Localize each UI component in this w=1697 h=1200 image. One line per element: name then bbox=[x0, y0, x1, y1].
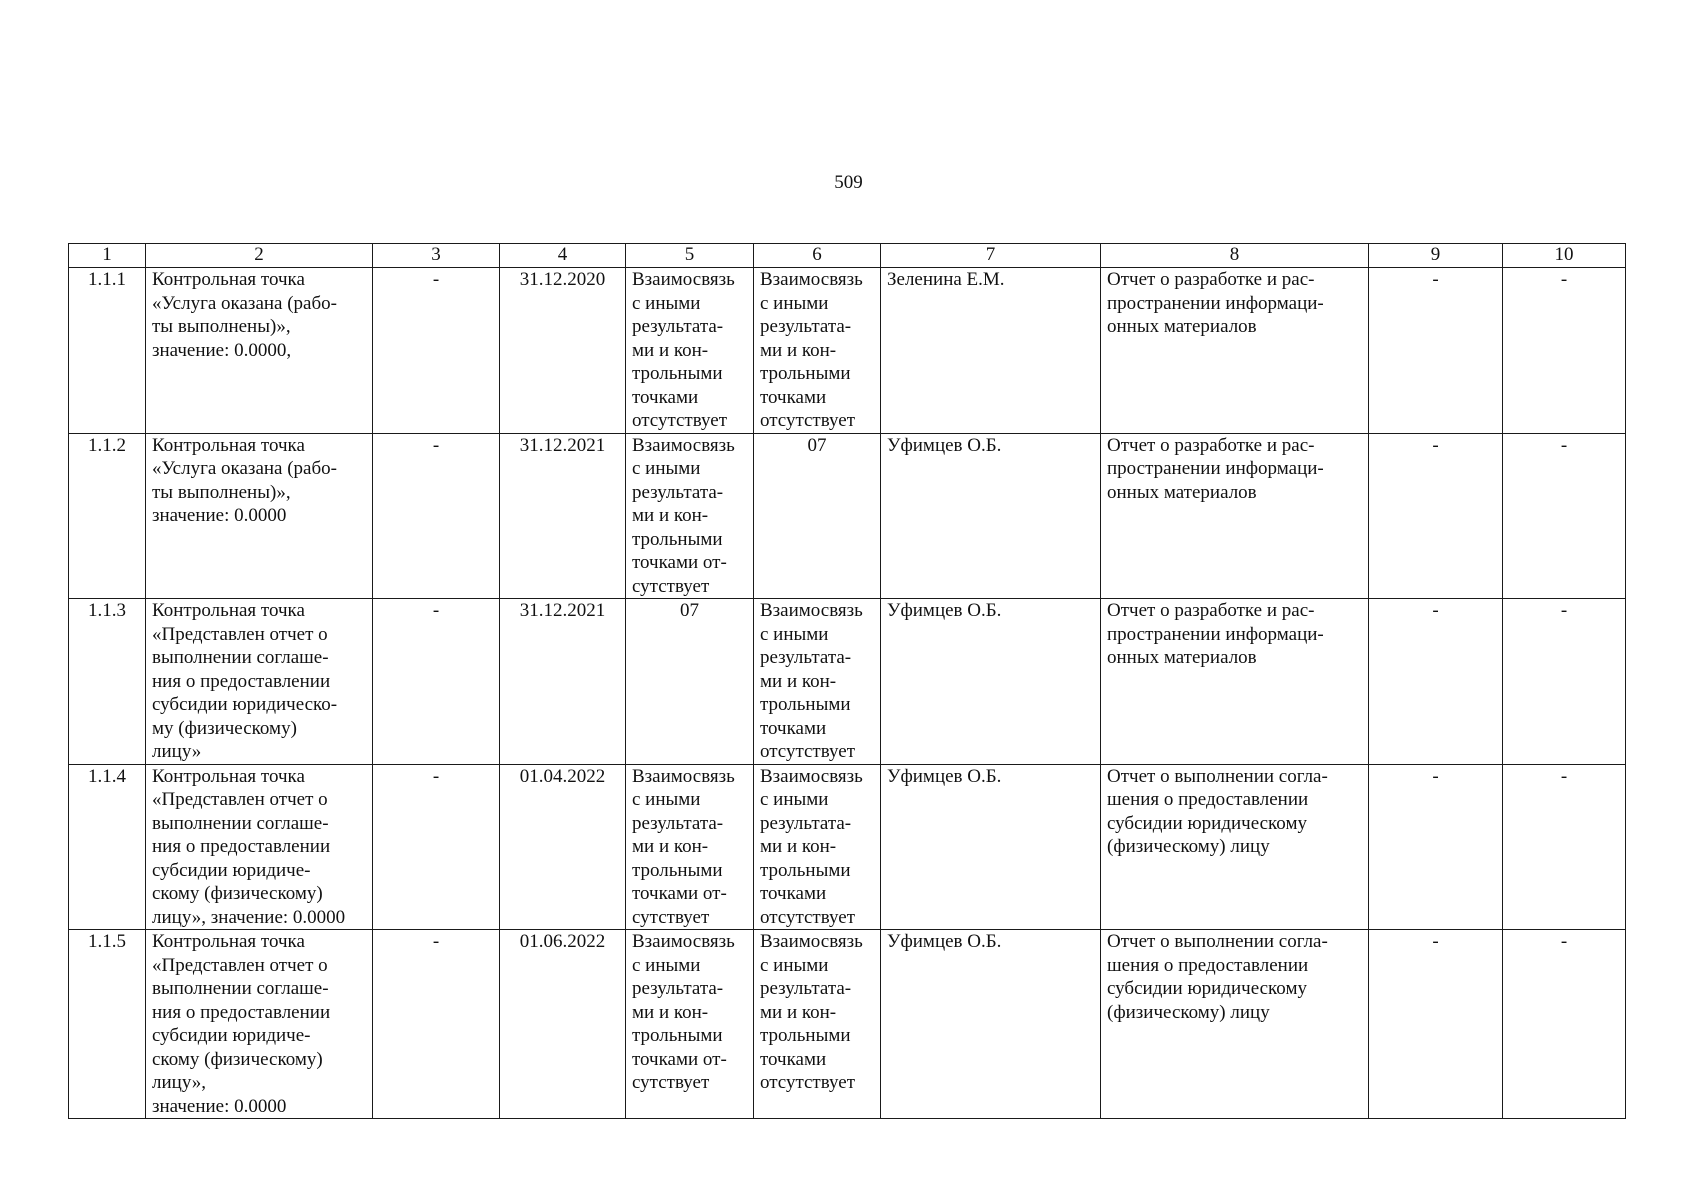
control-point-name-cell-line: ния о предоставлении bbox=[152, 670, 331, 692]
dependency-cell-6 bbox=[754, 268, 881, 434]
due-date-cell: 31.12.2021 bbox=[500, 599, 626, 765]
control-point-name-cell bbox=[146, 764, 373, 930]
dependency-cell-6-line: отсутствует bbox=[760, 741, 856, 762]
control-point-name-cell-line: ния о предоставлении bbox=[152, 836, 331, 857]
result-document-cell-line: субсидии юридическому bbox=[1107, 812, 1307, 834]
dependency-cell-6-line: точками bbox=[760, 386, 827, 408]
control-point-name-cell-line: выполнении соглаше- bbox=[152, 647, 329, 668]
dependency-cell-6-line: с иными bbox=[760, 292, 829, 314]
responsible-cell: Уфимцев О.Б. bbox=[881, 599, 1101, 765]
dependency-cell-6 bbox=[754, 599, 881, 765]
dependency-cell-6-line: Взаимосвязь bbox=[760, 600, 863, 621]
dependency-cell-5 bbox=[626, 433, 754, 599]
dependency-cell-5-line: точками от- bbox=[632, 1048, 727, 1070]
control-point-name-cell bbox=[146, 433, 373, 599]
control-point-name-cell-line: субсидии юридиче- bbox=[152, 1025, 311, 1046]
dependency-cell-5 bbox=[626, 599, 754, 765]
column-3-cell: - bbox=[373, 599, 500, 765]
control-point-name-cell-line: ты выполнены)», bbox=[152, 316, 291, 337]
dependency-cell-5-line: ми и кон- bbox=[632, 339, 709, 361]
dependency-cell-6-line: с иными bbox=[760, 789, 829, 810]
dependency-cell-6-line: Взаимосвязь bbox=[760, 765, 863, 787]
control-point-name-cell-line: выполнении соглаше- bbox=[152, 978, 329, 999]
control-point-name-cell-line: Контрольная точка bbox=[152, 765, 305, 787]
control-point-name-cell-line: лицу», bbox=[152, 1072, 207, 1093]
result-document-cell-line: Отчет о выполнении согла- bbox=[1107, 931, 1328, 952]
dependency-cell-6 bbox=[754, 433, 881, 599]
responsible-cell: Уфимцев О.Б. bbox=[881, 930, 1101, 1119]
column-10-cell: - bbox=[1503, 599, 1626, 765]
result-document-cell-line: пространении информаци- bbox=[1107, 292, 1324, 314]
dependency-cell-6 bbox=[754, 930, 881, 1119]
result-document-cell bbox=[1101, 930, 1369, 1119]
dependency-cell-6-line: ми и кон- bbox=[760, 1001, 837, 1023]
control-point-name-cell-line: ты выполнены)», bbox=[152, 481, 291, 503]
dependency-cell-6-line: точками bbox=[760, 883, 827, 904]
dependency-cell-5-line: сутствует bbox=[632, 906, 710, 928]
dependency-cell-5-line: Взаимосвязь bbox=[632, 765, 735, 787]
dependency-cell-5 bbox=[626, 930, 754, 1119]
dependency-cell-6-line: ми и кон- bbox=[760, 339, 837, 361]
column-3-cell: - bbox=[373, 433, 500, 599]
table-row bbox=[69, 268, 1626, 434]
result-document-cell-line: Отчет о разработке и рас- bbox=[1107, 434, 1315, 456]
column-3-cell: - bbox=[373, 268, 500, 434]
result-document-cell-line: шения о предоставлении bbox=[1107, 789, 1309, 810]
column-3-cell: - bbox=[373, 764, 500, 930]
column-10-cell: - bbox=[1503, 764, 1626, 930]
column-9-cell: - bbox=[1369, 268, 1503, 434]
control-point-name-cell-line: скому (физическому) bbox=[152, 1048, 323, 1070]
due-date-cell: 31.12.2021 bbox=[500, 433, 626, 599]
control-point-name-cell-line: субсидии юридиче- bbox=[152, 859, 311, 881]
column-number: 7 bbox=[881, 244, 1101, 268]
due-date-cell: 01.04.2022 bbox=[500, 764, 626, 930]
row-number-cell: 1.1.1 bbox=[69, 268, 146, 434]
table-body bbox=[69, 244, 1626, 1119]
dependency-cell-5-line: Взаимосвязь bbox=[632, 269, 735, 290]
control-point-name-cell-line: Контрольная точка bbox=[152, 269, 305, 290]
dependency-cell-6-line: Взаимосвязь bbox=[760, 269, 863, 290]
due-date-cell: 01.06.2022 bbox=[500, 930, 626, 1119]
control-point-name-cell-line: значение: 0.0000, bbox=[152, 339, 292, 361]
dependency-cell-5-line: с иными bbox=[632, 954, 701, 976]
column-number: 4 bbox=[500, 244, 626, 268]
responsible-cell: Зеленина Е.М. bbox=[881, 268, 1101, 434]
dependency-cell-6-line: результата- bbox=[760, 647, 852, 668]
column-number: 3 bbox=[373, 244, 500, 268]
dependency-cell-6-line: результата- bbox=[760, 316, 852, 337]
dependency-cell-6 bbox=[754, 764, 881, 930]
column-number: 1 bbox=[69, 244, 146, 268]
result-document-cell-line: (физическому) лицу bbox=[1107, 836, 1270, 857]
control-point-name-cell-line: Контрольная точка bbox=[152, 434, 305, 456]
dependency-cell-5-line: трольными bbox=[632, 528, 723, 550]
column-number: 8 bbox=[1101, 244, 1369, 268]
responsible-cell: Уфимцев О.Б. bbox=[881, 764, 1101, 930]
dependency-cell-6-line: результата- bbox=[760, 812, 852, 834]
dependency-cell-5-line: точками от- bbox=[632, 883, 727, 904]
control-point-name-cell-line: «Представлен отчет о bbox=[152, 954, 328, 976]
column-number: 5 bbox=[626, 244, 754, 268]
table-row bbox=[69, 930, 1626, 1119]
due-date-cell: 31.12.2020 bbox=[500, 268, 626, 434]
dependency-cell-6-line: с иными bbox=[760, 954, 829, 976]
dependency-cell-6-line: отсутствует bbox=[760, 906, 856, 928]
dependency-cell-5 bbox=[626, 268, 754, 434]
dependency-cell-5-line: трольными bbox=[632, 859, 723, 881]
column-number: 2 bbox=[146, 244, 373, 268]
dependency-cell-6-line: трольными bbox=[760, 694, 851, 715]
dependency-cell-6-line: точками bbox=[760, 1048, 827, 1070]
dependency-cell-5-line: ми и кон- bbox=[632, 1001, 709, 1023]
responsible-cell: Уфимцев О.Б. bbox=[881, 433, 1101, 599]
dependency-cell-5-line: Взаимосвязь bbox=[632, 931, 735, 952]
control-point-name-cell bbox=[146, 268, 373, 434]
dependency-cell-5-line: с иными bbox=[632, 458, 701, 479]
row-number-cell: 1.1.2 bbox=[69, 433, 146, 599]
control-point-name-cell-line: му (физическому) bbox=[152, 717, 297, 739]
row-number-cell: 1.1.5 bbox=[69, 930, 146, 1119]
dependency-cell-5-line: результата- bbox=[632, 812, 724, 834]
column-number: 9 bbox=[1369, 244, 1503, 268]
control-point-name-cell-line: субсидии юридическо- bbox=[152, 694, 338, 715]
control-point-name-cell bbox=[146, 930, 373, 1119]
control-point-name-cell-line: значение: 0.0000 bbox=[152, 505, 287, 526]
dependency-cell-5-line: с иными bbox=[632, 292, 701, 314]
dependency-cell-6-line: с иными bbox=[760, 623, 829, 645]
column-10-cell: - bbox=[1503, 268, 1626, 434]
dependency-cell-5-line: точками от- bbox=[632, 552, 727, 573]
control-point-name-cell-line: скому (физическому) bbox=[152, 883, 323, 904]
dependency-cell-6-line: точками bbox=[760, 717, 827, 739]
dependency-cell-5-line: с иными bbox=[632, 789, 701, 810]
result-document-cell-line: шения о предоставлении bbox=[1107, 954, 1309, 976]
column-number: 10 bbox=[1503, 244, 1626, 268]
dependency-cell-5-line: сутствует bbox=[632, 575, 710, 597]
dependency-cell-5-line: ми и кон- bbox=[632, 836, 709, 857]
result-document-cell-line: Отчет о разработке и рас- bbox=[1107, 269, 1315, 290]
result-document-cell-line: Отчет о выполнении согла- bbox=[1107, 765, 1328, 787]
dependency-cell-5-line: отсутствует bbox=[632, 410, 728, 431]
column-10-cell: - bbox=[1503, 433, 1626, 599]
column-9-cell: - bbox=[1369, 599, 1503, 765]
dependency-cell-5-line: Взаимосвязь bbox=[632, 434, 735, 456]
result-document-cell bbox=[1101, 268, 1369, 434]
dependency-cell-5-line: ми и кон- bbox=[632, 505, 709, 526]
result-document-cell bbox=[1101, 764, 1369, 930]
control-point-name-cell-line: Контрольная точка bbox=[152, 931, 305, 952]
result-document-cell-line: субсидии юридическому bbox=[1107, 978, 1307, 999]
dependency-cell-6-line: результата- bbox=[760, 978, 852, 999]
column-9-cell: - bbox=[1369, 764, 1503, 930]
control-point-name-cell-line: значение: 0.0000 bbox=[152, 1095, 287, 1117]
dependency-cell-6-line: трольными bbox=[760, 363, 851, 384]
result-document-cell-line: онных материалов bbox=[1107, 481, 1257, 503]
result-document-cell-line: онных материалов bbox=[1107, 316, 1257, 337]
dependency-cell-6-line: ми и кон- bbox=[760, 836, 837, 857]
result-document-cell-line: онных материалов bbox=[1107, 647, 1257, 668]
dependency-cell-5-line: трольными bbox=[632, 1025, 723, 1046]
control-point-name-cell-line: «Представлен отчет о bbox=[152, 623, 328, 645]
dependency-cell-6-line: отсутствует bbox=[760, 1072, 856, 1093]
dependency-cell-6-line: трольными bbox=[760, 1025, 851, 1046]
column-9-cell: - bbox=[1369, 930, 1503, 1119]
control-point-name-cell bbox=[146, 599, 373, 765]
column-9-cell: - bbox=[1369, 433, 1503, 599]
control-point-name-cell-line: ния о предоставлении bbox=[152, 1001, 331, 1023]
table-row bbox=[69, 433, 1626, 599]
table-row bbox=[69, 599, 1626, 765]
dependency-cell-6-line: отсутствует bbox=[760, 410, 856, 431]
control-point-name-cell-line: лицу» bbox=[152, 741, 202, 762]
dependency-cell-5-line: результата- bbox=[632, 978, 724, 999]
dependency-cell-5-line: результата- bbox=[632, 481, 724, 503]
result-document-cell-line: Отчет о разработке и рас- bbox=[1107, 600, 1315, 621]
dependency-cell-5-line: трольными bbox=[632, 363, 723, 384]
row-number-cell: 1.1.4 bbox=[69, 764, 146, 930]
result-document-cell-line: (физическому) лицу bbox=[1107, 1001, 1270, 1023]
control-point-name-cell-line: лицу», значение: 0.0000 bbox=[152, 906, 346, 928]
column-number-row bbox=[69, 244, 1626, 268]
dependency-cell-5 bbox=[626, 764, 754, 930]
result-document-cell bbox=[1101, 433, 1369, 599]
dependency-cell-6-line: трольными bbox=[760, 859, 851, 881]
row-number-cell: 1.1.3 bbox=[69, 599, 146, 765]
column-10-cell: - bbox=[1503, 930, 1626, 1119]
result-document-cell bbox=[1101, 599, 1369, 765]
page-number: 509 bbox=[834, 172, 863, 193]
result-document-cell-line: пространении информаци- bbox=[1107, 623, 1324, 645]
column-number: 6 bbox=[754, 244, 881, 268]
dependency-cell-5-line: точками bbox=[632, 386, 699, 408]
column-3-cell: - bbox=[373, 930, 500, 1119]
dependency-cell-5-line: результата- bbox=[632, 316, 724, 337]
control-points-table bbox=[68, 243, 1626, 1119]
control-point-name-cell-line: «Услуга оказана (рабо- bbox=[152, 292, 337, 314]
dependency-cell-5-line: сутствует bbox=[632, 1072, 710, 1093]
control-point-name-cell-line: «Услуга оказана (рабо- bbox=[152, 458, 337, 479]
control-point-name-cell-line: выполнении соглаше- bbox=[152, 812, 329, 834]
dependency-cell-6-line: ми и кон- bbox=[760, 670, 837, 692]
dependency-cell-5-line: 07 bbox=[680, 600, 699, 621]
result-document-cell-line: пространении информаци- bbox=[1107, 458, 1324, 479]
dependency-cell-6-line: 07 bbox=[807, 434, 827, 456]
table-row bbox=[69, 764, 1626, 930]
control-point-name-cell-line: «Представлен отчет о bbox=[152, 789, 328, 810]
control-point-name-cell-line: Контрольная точка bbox=[152, 600, 305, 621]
dependency-cell-6-line: Взаимосвязь bbox=[760, 931, 863, 952]
